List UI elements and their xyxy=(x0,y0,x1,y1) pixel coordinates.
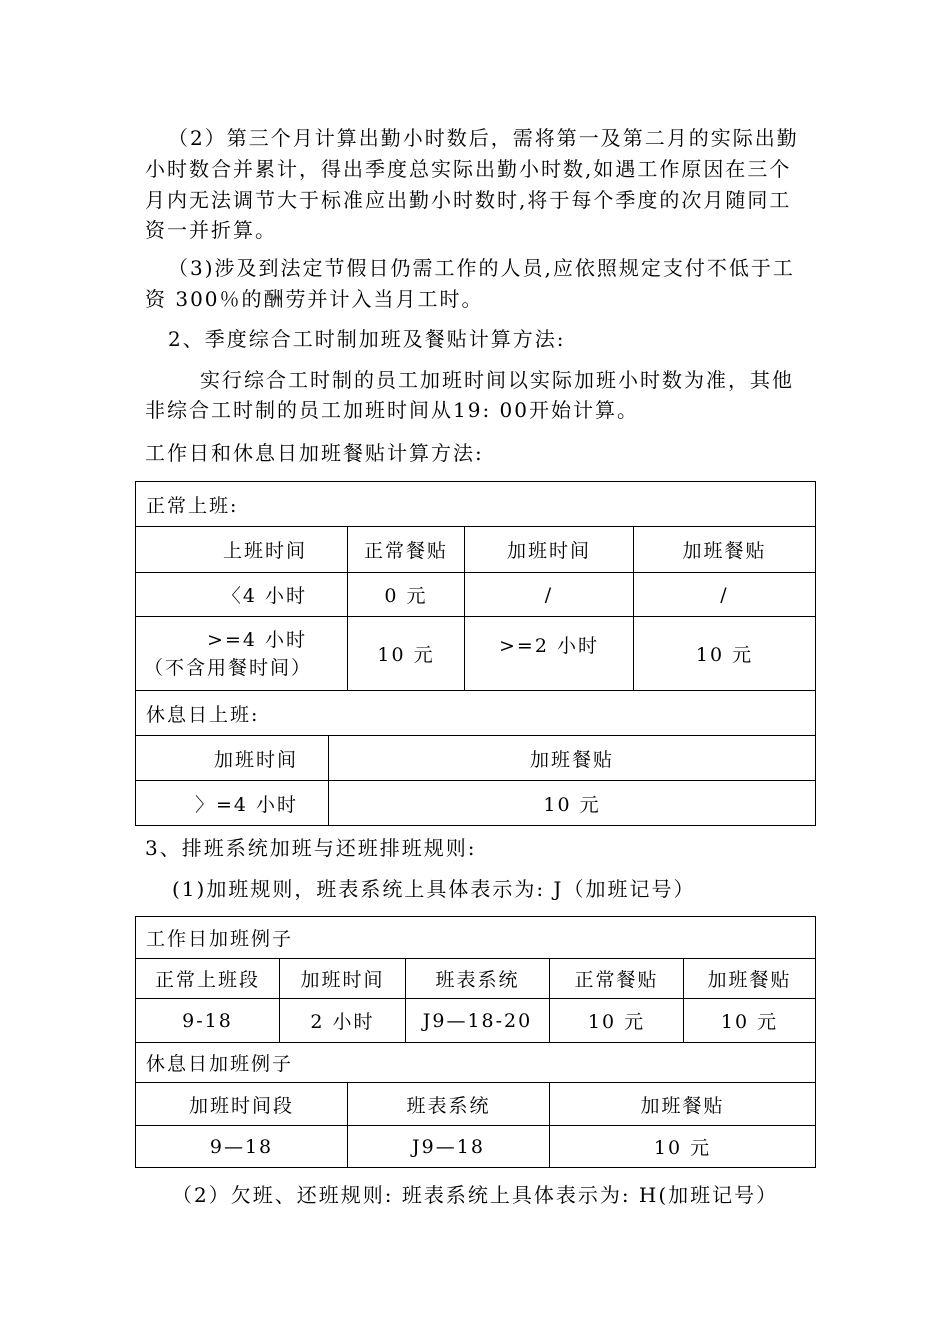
header-overtime-meal-3: 加班餐贴 xyxy=(550,1083,816,1126)
header-rest-overtime-meal: 加班餐贴 xyxy=(329,736,816,781)
para2-line1: （3)涉及到法定节假日仍需工作的人员,应依照规定支付不低于工 xyxy=(168,256,795,280)
header-overtime: 加班时间 xyxy=(465,527,634,573)
cell-overtime-na: / xyxy=(465,573,634,617)
section-heading-2: 2、季度综合工时制加班及餐贴计算方法: xyxy=(168,327,566,351)
header-work-time: 上班时间 xyxy=(136,527,348,573)
para2-line2: 资 300％的酬劳并计入当月工时。 xyxy=(145,287,484,311)
header-rest-overtime: 加班时间 xyxy=(136,736,329,781)
header-normal-shift: 正常上班段 xyxy=(136,959,280,999)
header-normal-meal-2: 正常餐贴 xyxy=(550,959,684,999)
cell-overtime-2h: 2 小时 xyxy=(280,999,406,1043)
header-normal-meal: 正常餐贴 xyxy=(348,527,465,573)
section-normal-work: 正常上班: xyxy=(136,482,816,527)
cell-overtime-meal-10-3: 10 元 xyxy=(550,1126,816,1168)
para1-line3: 月内无法调节大于标准应出勤小时数时,将于每个季度的次月随同工 xyxy=(145,188,792,212)
cell-shift-9-18: 9-18 xyxy=(136,999,280,1043)
cell-schedule-j9-18-20: J9—18-20 xyxy=(406,999,550,1043)
cell-schedule-j9-18: J9—18 xyxy=(348,1126,550,1168)
section-rest-day-example: 休息日加班例子 xyxy=(136,1043,816,1083)
cell-period-9-18: 9—18 xyxy=(136,1126,348,1168)
cell-work-time-ge4 xyxy=(136,617,348,691)
cell-normal-meal-10-2: 10 元 xyxy=(550,999,684,1043)
cell-normal-meal-0: 0 元 xyxy=(348,573,465,617)
header-overtime-meal-2: 加班餐贴 xyxy=(684,959,816,999)
para1-line4: 资一并折算。 xyxy=(145,218,277,242)
rule-2: （2）欠班、还班规则: 班表系统上具体表示为: H(加班记号） xyxy=(172,1183,779,1207)
cell-rest-overtime-meal-10: 10 元 xyxy=(329,781,816,826)
cell-overtime-meal-na: / xyxy=(634,573,816,617)
cell-rest-overtime-ge4: 〉=4 小时 xyxy=(136,781,329,826)
header-schedule-system-2: 班表系统 xyxy=(348,1083,550,1126)
cell-work-time-ge4-main: >=4 小时 xyxy=(207,628,307,651)
para1-line2: 小时数合并累计，得出季度总实际出勤小时数,如遇工作原因在三个 xyxy=(145,157,792,181)
cell-overtime-meal-10: 10 元 xyxy=(634,617,816,691)
section-heading-3: 3、排班系统加班与还班排班规则: xyxy=(145,836,477,860)
header-schedule-system: 班表系统 xyxy=(406,959,550,999)
cell-overtime-ge2: >=2 小时 xyxy=(465,617,634,691)
cell-work-time-ge4-note: （不含用餐时间） xyxy=(144,656,313,679)
section-rest-day-work: 休息日上班: xyxy=(136,691,816,736)
rule-1: (1)加班规则，班表系统上具体表示为: J（加班记号） xyxy=(172,877,696,901)
cell-normal-meal-10: 10 元 xyxy=(348,617,465,691)
section-workday-example: 工作日加班例子 xyxy=(136,917,816,959)
table1-intro: 工作日和休息日加班餐贴计算方法: xyxy=(145,441,484,465)
shift-example-table xyxy=(135,916,816,1168)
cell-work-time-lt4: 〈4 小时 xyxy=(136,573,348,617)
meal-allowance-table xyxy=(135,481,816,826)
header-overtime-hours: 加班时间 xyxy=(280,959,406,999)
header-overtime-period: 加班时间段 xyxy=(136,1083,348,1126)
para3-line1: 实行综合工时制的员工加班时间以实际加班小时数为准，其他 xyxy=(200,368,794,392)
para1-line1: （2）第三个月计算出勤小时数后，需将第一及第二月的实际出勤 xyxy=(168,126,799,150)
header-overtime-meal: 加班餐贴 xyxy=(634,527,816,573)
cell-overtime-meal-10-2: 10 元 xyxy=(684,999,816,1043)
para3-line2: 非综合工时制的员工加班时间从19: 00开始计算。 xyxy=(145,398,639,422)
